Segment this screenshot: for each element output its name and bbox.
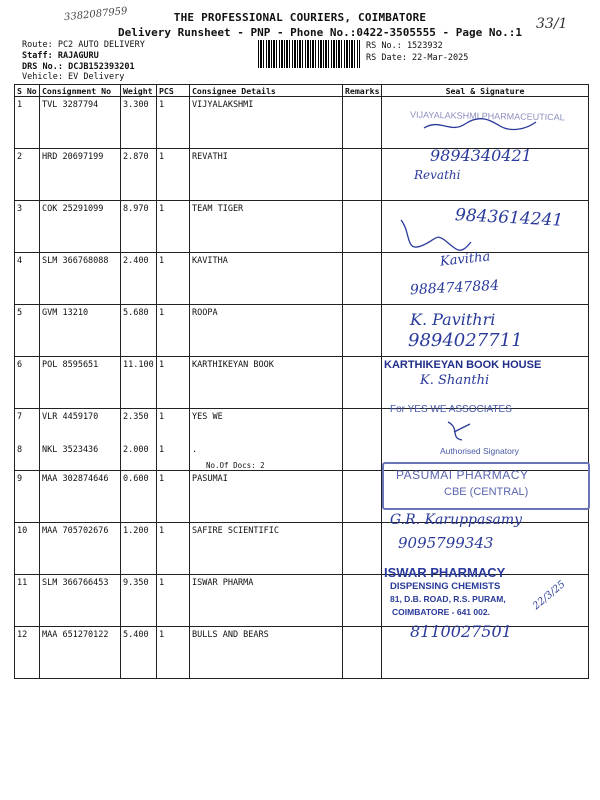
cell-remarks bbox=[343, 471, 382, 523]
phone-row-2: 9894340421 bbox=[430, 146, 532, 165]
cell-pcs: 1 bbox=[157, 305, 190, 357]
cell-weight: 5.680 bbox=[121, 305, 157, 357]
cell-pcs: 1 bbox=[157, 97, 190, 149]
cell-consignment: MAA 302874646 bbox=[40, 471, 121, 523]
seal-row-6: KARTHIKEYAN BOOK HOUSE bbox=[384, 359, 542, 371]
table-row bbox=[15, 253, 589, 305]
cell-consignee: KARTHIKEYAN BOOK bbox=[190, 357, 343, 409]
cell-weight: 11.100 bbox=[121, 357, 157, 409]
signature-row-5: K. Pavithri bbox=[410, 310, 496, 329]
cell-sno: 10 bbox=[15, 523, 40, 575]
cell-sno: 5 bbox=[15, 305, 40, 357]
signature-row-6: K. Shanthi bbox=[420, 373, 490, 388]
cell-remarks bbox=[343, 149, 382, 201]
signature-row-10: G.R. Karuppasamy bbox=[390, 512, 523, 528]
seal-row-11-city: COIMBATORE - 641 002. bbox=[392, 607, 490, 617]
cell-remarks bbox=[343, 357, 382, 409]
seal-row-1: VIJAYALAKSHMI PHARMACEUTICAL bbox=[409, 109, 565, 123]
cell-consignment: HRD 20697199 bbox=[40, 149, 121, 201]
cell-consignment: POL 8595651 bbox=[40, 357, 121, 409]
page-handwritten-mark: 33/1 bbox=[536, 16, 568, 32]
cell-pcs: 1 bbox=[157, 149, 190, 201]
cell-pcs: 1 bbox=[157, 409, 190, 444]
phone-row-3: 9843614241 bbox=[454, 205, 564, 231]
signature-row-4: Kavitha bbox=[439, 249, 491, 270]
cell-sno: 1 bbox=[15, 97, 40, 149]
cell-consignee: KAVITHA bbox=[190, 253, 343, 305]
cell-consignee: SAFIRE SCIENTIFIC bbox=[190, 523, 343, 575]
cell-remarks bbox=[343, 97, 382, 149]
cell-weight: 0.600 bbox=[121, 471, 157, 523]
vehicle-info: Vehicle: EV Delivery bbox=[22, 72, 125, 82]
cell-weight: 8.970 bbox=[121, 201, 157, 253]
cell-weight: 2.000 bbox=[121, 443, 157, 471]
cell-pcs: 1 bbox=[157, 471, 190, 523]
runsheet-table bbox=[14, 84, 589, 679]
col-consignee: Consignee Details bbox=[190, 85, 343, 97]
cell-pcs: 1 bbox=[157, 201, 190, 253]
cell-weight: 9.350 bbox=[121, 575, 157, 627]
col-pcs: PCS bbox=[157, 85, 190, 97]
cell-consignment: MAA 651270122 bbox=[40, 627, 121, 679]
staff-value: RAJAGURU bbox=[57, 51, 99, 61]
cell-consignee: TEAM TIGER bbox=[190, 201, 343, 253]
cell-pcs: 1 bbox=[157, 627, 190, 679]
cell-consignee: YES WE bbox=[190, 409, 343, 444]
table-header bbox=[15, 85, 589, 97]
cell-consignment: SLM 366766453 bbox=[40, 575, 121, 627]
col-sno: S No bbox=[15, 85, 40, 97]
seal-row-11-type: DISPENSING CHEMISTS bbox=[390, 581, 501, 592]
cell-sno: 7 bbox=[15, 409, 40, 444]
staff-info bbox=[22, 51, 99, 62]
cell-pcs: 1 bbox=[157, 357, 190, 409]
cell-remarks bbox=[343, 627, 382, 679]
route-info: Route: PC2 AUTO DELIVERY bbox=[22, 40, 145, 50]
cell-pcs: 1 bbox=[157, 253, 190, 305]
cell-remarks bbox=[343, 575, 382, 627]
cell-remarks bbox=[343, 253, 382, 305]
cell-consignee: VIJYALAKSHMI bbox=[190, 97, 343, 149]
cell-weight: 2.350 bbox=[121, 409, 157, 444]
seal-row-7: For YES WE ASSOCIATES bbox=[390, 404, 512, 415]
cell-remarks bbox=[343, 305, 382, 357]
cell-sno: 4 bbox=[15, 253, 40, 305]
company-title: THE PROFESSIONAL COURIERS, COIMBATORE bbox=[173, 11, 427, 24]
corner-handwritten-number: 3382087959 bbox=[63, 5, 129, 24]
docs-count: No.Of Docs: 2 bbox=[206, 461, 265, 470]
col-consignment: Consignment No bbox=[40, 85, 121, 97]
staff-label: Staff: bbox=[22, 51, 53, 61]
cell-sno: 6 bbox=[15, 357, 40, 409]
cell-pcs: 1 bbox=[157, 443, 190, 471]
cell-sno: 2 bbox=[15, 149, 40, 201]
date-row-11: 22/3/25 bbox=[530, 578, 568, 613]
cell-sno: 11 bbox=[15, 575, 40, 627]
phone-row-12: 8110027501 bbox=[410, 622, 512, 641]
drs-label: DRS No.: bbox=[22, 62, 63, 72]
col-seal-signature: Seal & Signature bbox=[382, 85, 589, 97]
cell-consignment: MAA 705702676 bbox=[40, 523, 121, 575]
cell-remarks bbox=[343, 201, 382, 253]
phone-row-10: 9095799343 bbox=[398, 534, 494, 552]
col-remarks: Remarks bbox=[343, 85, 382, 97]
cell-weight: 2.870 bbox=[121, 149, 157, 201]
cell-sno: 3 bbox=[15, 201, 40, 253]
cell-consignee: ROOPA bbox=[190, 305, 343, 357]
cell-consignment: SLM 366768088 bbox=[40, 253, 121, 305]
cell-weight: 1.200 bbox=[121, 523, 157, 575]
consignee-text: . bbox=[192, 445, 198, 455]
drs-value: DCJB152393201 bbox=[68, 62, 135, 72]
cell-pcs: 1 bbox=[157, 523, 190, 575]
authorised-signatory: Authorised Signatory bbox=[440, 446, 519, 456]
cell-sno: 8 bbox=[15, 443, 40, 471]
signature-row-1 bbox=[420, 116, 540, 134]
cell-consignee: PASUMAI bbox=[190, 471, 343, 523]
cell-remarks bbox=[343, 443, 382, 471]
cell-consignee: BULLS AND BEARS bbox=[190, 627, 343, 679]
cell-weight: 2.400 bbox=[121, 253, 157, 305]
signature-row-2: Revathi bbox=[414, 168, 461, 182]
seal-row-11-address: 81, D.B. ROAD, R.S. PURAM, bbox=[390, 594, 506, 604]
cell-consignment: NKL 3523436 bbox=[40, 443, 121, 471]
cell-consignment: TVL 3287794 bbox=[40, 97, 121, 149]
cell-remarks bbox=[343, 523, 382, 575]
cell-consignment: COK 25291099 bbox=[40, 201, 121, 253]
cell-pcs: 1 bbox=[157, 575, 190, 627]
cell-weight: 5.400 bbox=[121, 627, 157, 679]
phone-row-5: 9894027711 bbox=[408, 330, 523, 351]
cell-consignment: GVM 13210 bbox=[40, 305, 121, 357]
seal-row-11-name: ISWAR PHARMACY bbox=[384, 565, 506, 580]
runsheet-subtitle: Delivery Runsheet - PNP - Phone No.:0422-3505555 - Page No.:1 bbox=[118, 26, 522, 39]
cell-remarks bbox=[343, 409, 382, 444]
barcode bbox=[258, 40, 360, 68]
cell-consignee bbox=[190, 443, 343, 471]
cell-weight: 3.300 bbox=[121, 97, 157, 149]
rs-number: RS No.: 1523932 bbox=[366, 41, 443, 51]
signature-row-7 bbox=[440, 418, 480, 446]
cell-consignee: REVATHI bbox=[190, 149, 343, 201]
cell-consignment: VLR 4459170 bbox=[40, 409, 121, 444]
seal-row-9-name: PASUMAI PHARMACY bbox=[396, 468, 529, 482]
cell-sno: 12 bbox=[15, 627, 40, 679]
seal-row-9-place: CBE (CENTRAL) bbox=[444, 486, 529, 498]
phone-row-4: 9884747884 bbox=[409, 277, 500, 299]
cell-consignee: ISWAR PHARMA bbox=[190, 575, 343, 627]
rs-date: RS Date: 22-Mar-2025 bbox=[366, 53, 469, 63]
col-weight: Weight bbox=[121, 85, 157, 97]
cell-sno: 9 bbox=[15, 471, 40, 523]
